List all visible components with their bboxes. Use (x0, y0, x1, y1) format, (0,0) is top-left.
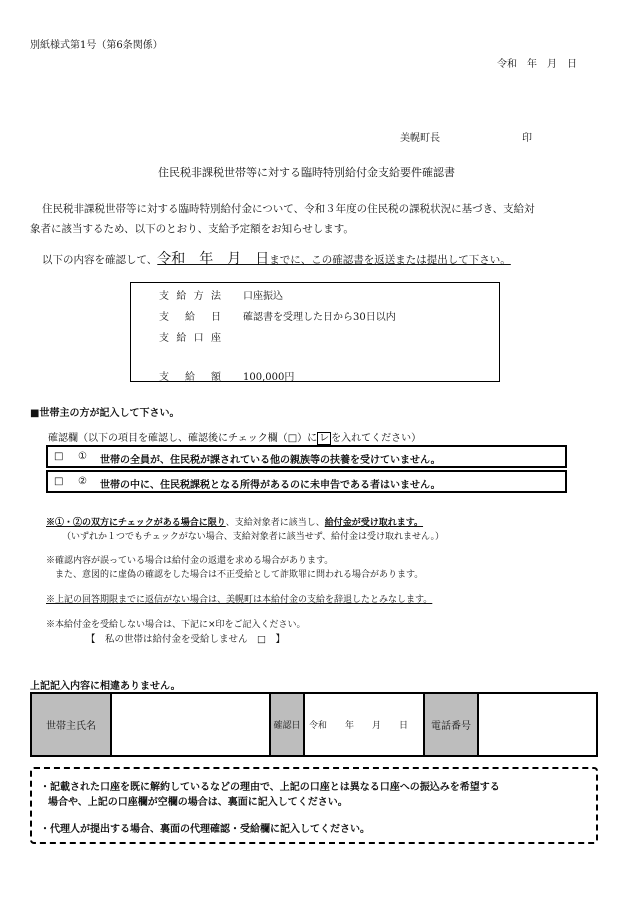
deadline-date: 令和 年 月 日 (157, 251, 270, 267)
item-text-1: 世帯の全員が、住民税が課されている他の親族等の扶養を受けていません。 (100, 455, 441, 466)
decline-option[interactable]: 【 私の世帯は給付金を受給しません □ 】 (86, 634, 285, 645)
affirmation: 上記記入内容に相違ありません。 (30, 681, 181, 692)
payment-row-account (159, 329, 243, 344)
intro-line-1: 住民税非課税世帯等に対する臨時特別給付金について、令和３年度の住民税の課税状況に基づき、支給対 (42, 203, 535, 215)
bottom-note-line2: 場合や、上記の口座欄が空欄の場合は、裏面に記入してください。 (48, 797, 348, 808)
bottom-notes-box (30, 767, 598, 844)
phone-field[interactable] (478, 693, 597, 756)
payment-row-date (159, 308, 396, 323)
note-2-line1: ※確認内容が誤っている場合は給付金の返還を求める場合があります。 (46, 556, 334, 566)
item-number-1: ① (78, 451, 87, 462)
note-1-result: 給付金が受け取れます。 (324, 518, 424, 528)
instruction-prefix: 確認欄（以下の項目を確認し、確認後にチェック欄（□）に (48, 433, 318, 444)
payment-value: 100,000円 (243, 372, 295, 383)
confirm-item-1 (46, 445, 567, 468)
note-4-line1: ※本給付金を受給しない場合は、下記に×印をご記入ください。 (46, 620, 306, 630)
note-1-emphasis: ※①・②の双方にチェックがある場合に限り (46, 518, 226, 528)
deadline-suffix: までに、この確認書を返送または提出して下さい。 (269, 254, 511, 266)
note-2-line2: また、意図的に虚偽の確認をした場合は不正受給として詐欺罪に問われる場合があります。 (55, 570, 424, 580)
name-field[interactable] (111, 693, 270, 756)
date-field[interactable]: 令和 年 月 日 (304, 693, 424, 756)
payment-row-method (159, 287, 283, 302)
deadline-prefix: 以下の内容を確認して、 (42, 254, 158, 266)
section-heading: ■世帯主の方が記入して下さい。 (30, 408, 180, 419)
date-line: 令和 年 月 日 (497, 59, 577, 70)
payment-value: 口座振込 (243, 291, 283, 302)
checkbox-1[interactable]: □ (54, 451, 64, 462)
signature-table (30, 692, 598, 757)
form-number: 別紙様式第1号（第6条関係） (30, 40, 163, 51)
note-1 (46, 515, 423, 528)
phone-label: 電話番号 (424, 693, 478, 756)
confirm-instruction (48, 429, 421, 445)
instruction-suffix: を入れてください） (331, 433, 422, 444)
addressee: 美幌町長 (400, 133, 440, 144)
confirm-item-2 (46, 470, 567, 493)
payment-row-amount (159, 368, 294, 383)
date-label: 確認日 (270, 693, 304, 756)
intro-line-2: 象者に該当するため、以下のとおり、支給予定額をお知らせします。 (30, 223, 354, 235)
name-label: 世帯主氏名 (31, 693, 111, 756)
bottom-note-line3: ・代理人が提出する場合、裏面の代理確認・受給欄に記入してください。 (40, 824, 370, 835)
bottom-note-line1: ・記載された口座を既に解約しているなどの理由で、上記の口座とは異なる口座への振込みを希望する (40, 782, 500, 793)
check-mark-sample: レ (319, 433, 330, 444)
page-title: 住民税非課税世帯等に対する臨時特別給付金支給要件確認書 (158, 166, 455, 179)
payment-label: 支給額 (159, 372, 221, 383)
payment-value: 確認書を受理した日から30日以内 (243, 312, 396, 323)
seal-mark: 印 (522, 133, 532, 144)
payment-label: 支給日 (159, 312, 221, 323)
item-text-2: 世帯の中に、住民税課税となる所得があるのに未申告である者はいません。 (100, 480, 441, 491)
deadline-line (42, 248, 511, 268)
item-number-2: ② (78, 476, 87, 487)
note-1-line2: （いずれか１つでもチェックがない場合、支給対象者に該当せず、給付金は受け取れません。） (62, 532, 445, 542)
payment-label: 支給口座 (159, 333, 221, 344)
payment-label: 支給方法 (159, 291, 221, 302)
payment-info-box (130, 282, 500, 382)
checkbox-2[interactable]: □ (54, 476, 64, 487)
note-1-middle: 、支給対象者に該当し、 (225, 518, 325, 528)
note-3: ※上記の回答期限までに返信がない場合は、美幌町は本給付金の支給を辞退したとみなします。 (46, 595, 433, 605)
